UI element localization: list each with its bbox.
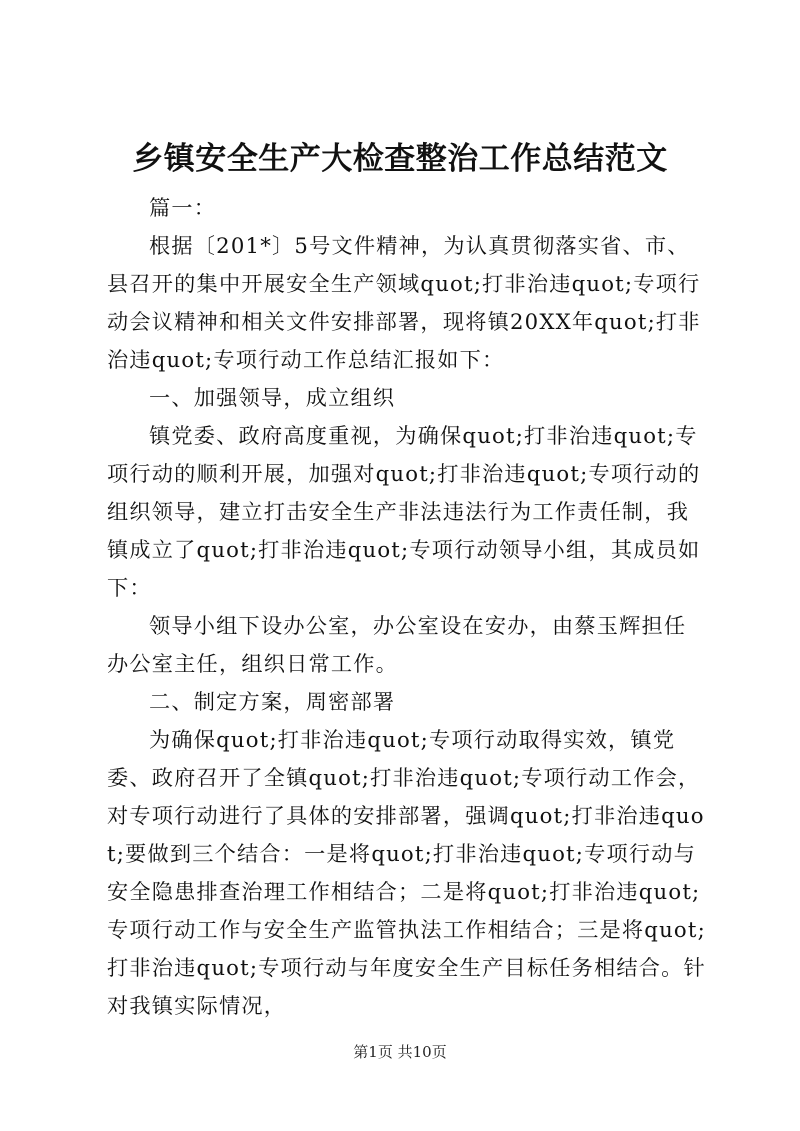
document-body (107, 189, 707, 1025)
heading-section-one: 一、加强领导，成立组织 (149, 385, 396, 410)
paragraph-intro: 根据〔201*〕5号文件精神，为认真贯彻落实省、市、县召开的集中开展安全生产领域quot;打非治违quot;专项行动会议精神和相关文件安排部署，现将镇20XX年quot;打非治违quot;专项行动工作总结汇报如下： (107, 233, 701, 372)
paragraph-planning: 为确保quot;打非治违quot;专项行动取得实效，镇党委、政府召开了全镇quot;打非治违quot;专项行动工作会，对专项行动进行了具体的安排部署，强调quot;打非治违quot;要做到三个结合：一是将quot;打非治违quot;专项行动与安全隐患排查治理工作相结合；二是将quot;打非治违quot;专项行动工作与安全生产监管执法工作相结合；三是将quot;打非治违quot;专项行动与年度安全生产目标任务相结合。针对我镇实际情况， (107, 727, 706, 1018)
paragraph-section-label: 篇一： (149, 195, 217, 220)
paragraph-office: 领导小组下设办公室，办公室设在安办，由蔡玉辉担任办公室主任，组织日常工作。 (107, 613, 687, 676)
heading-section-two: 二、制定方案，周密部署 (149, 689, 396, 714)
page-number-footer: 第1页 共10页 (353, 1043, 447, 1061)
document-title: 乡镇安全生产大检查整治工作总结范文 (132, 141, 668, 177)
paragraph-leadership: 镇党委、政府高度重视，为确保quot;打非治违quot;专项行动的顺利开展，加强对quot;打非治违quot;专项行动的组织领导，建立打击安全生产非法违法行为工作责任制，我镇成立了quot;打非治违quot;专项行动领导小组，其成员如下： (107, 423, 701, 600)
